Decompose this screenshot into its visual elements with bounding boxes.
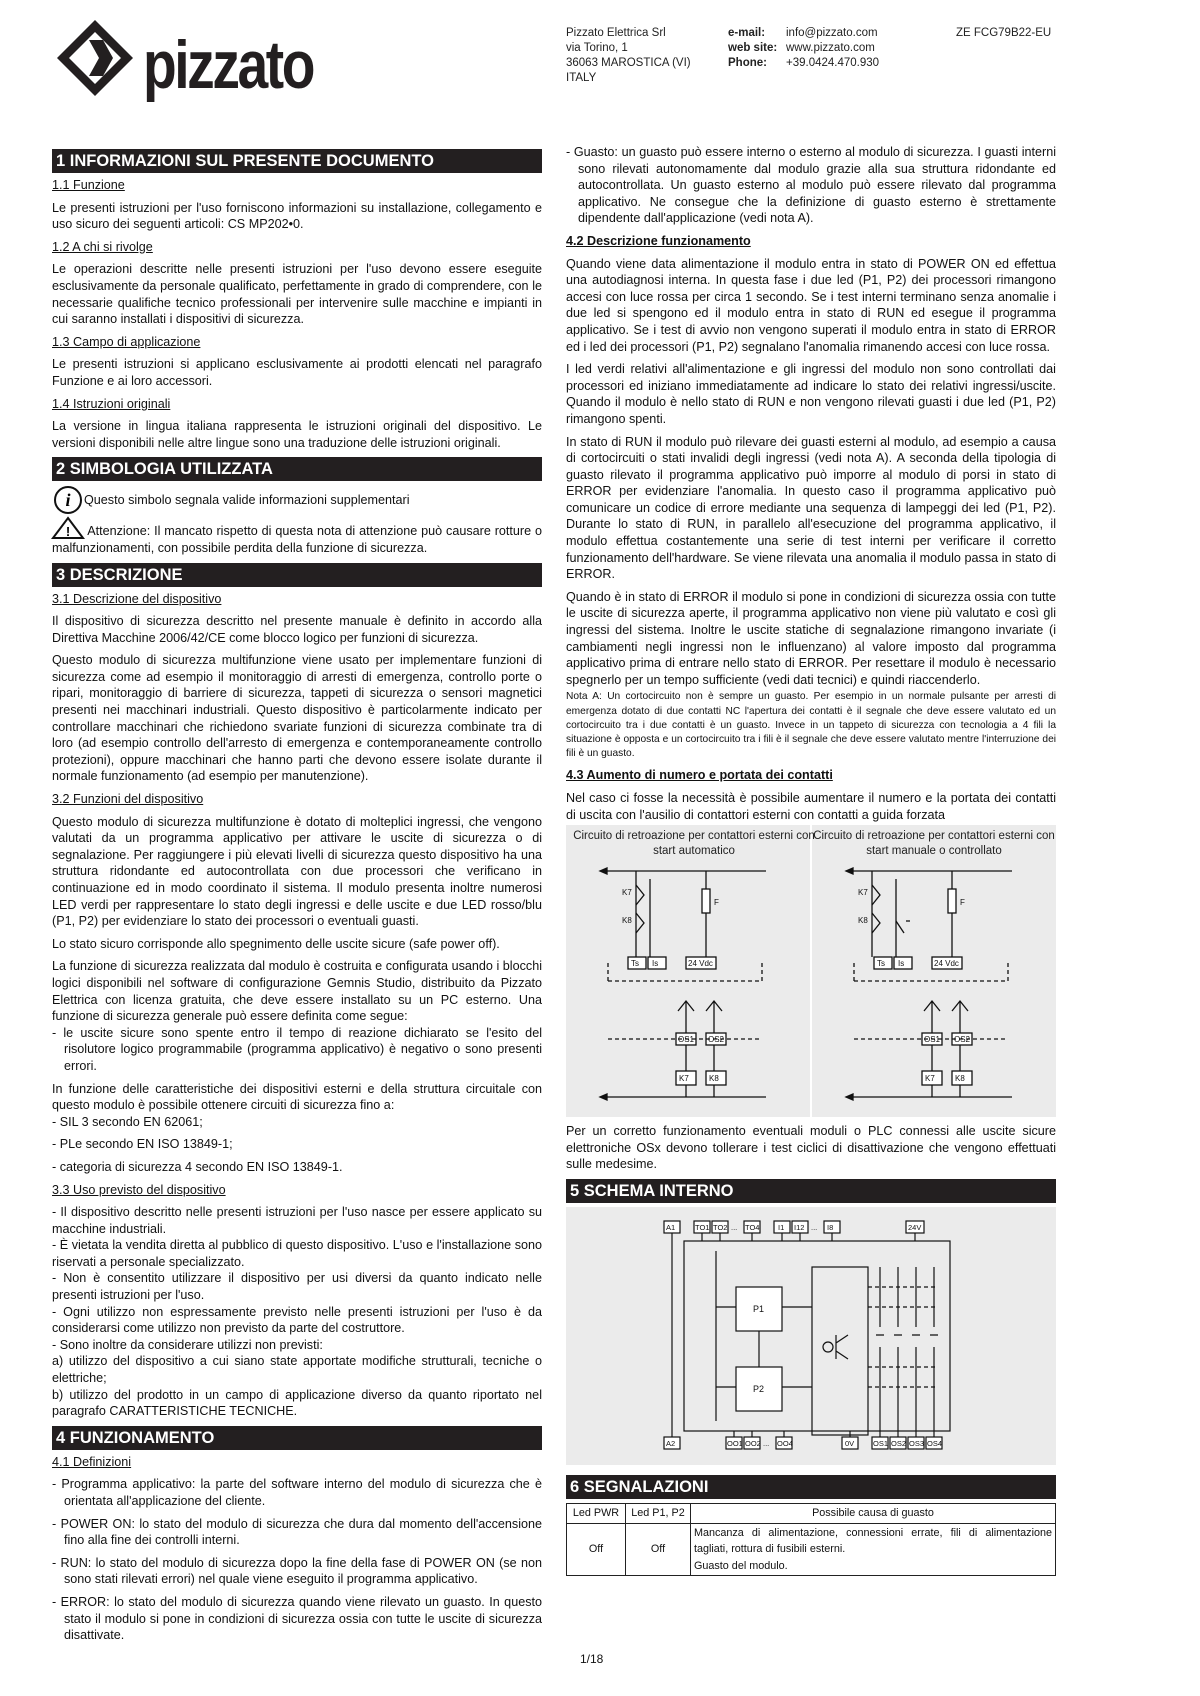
- section-title: 3 DESCRIZIONE: [52, 563, 542, 587]
- brand-wordmark: pizzato: [143, 27, 314, 103]
- internal-schema: [566, 1207, 1056, 1465]
- definition-item: - Guasto: un guasto può essere interno o esterno al modulo di sicurezza. I guasti interni sono rilevati autonomamente dal modulo grazie alla sua struttura ridondante ed autocontrollata. Un guasto esterno al modulo può essere rilevato dal programma applicativo. Ne consegue che la definizione di guasto esterno è strettamente dipendente dall'applicazione (vedi nota A).: [566, 145, 1056, 226]
- manual-start-circuit: [812, 855, 1056, 1117]
- paragraph: Lo stato sicuro corrisponde allo spegnimento delle uscite sicure (safe power off).: [52, 936, 500, 951]
- list-item: a) utilizzo del dispositivo a cui siano state apportate modifiche strutturali, tecniche o elettriche;: [52, 1354, 542, 1386]
- document-code: ZE FCG79B22-EU: [956, 27, 1052, 39]
- k8-coil-label: K8: [709, 1074, 719, 1084]
- warning-row: [52, 517, 542, 556]
- section-title: 6 SEGNALAZIONI: [566, 1475, 1056, 1499]
- i1-label: I1: [778, 1222, 785, 1232]
- subsection-title: 4.1 Definizioni: [52, 1454, 132, 1469]
- paragraph: Quando è in stato di ERROR il modulo si pone in condizioni di sicurezza ossia con tutte le uscite di sicurezza aperte, il programma applicativo non viene più valutato e così gli ingressi del sistema. Inoltre le uscite statiche di segnalazione rimangono invariate (i cambiamenti negli ingressi non le influenzano) al valore imposto dal programma applicativo prima di entrare nello stato di ERROR. Per resettare il modulo è necessario spegnerlo per un tempo sufficiente (vedi dati tecnici) e quindi riaccenderlo.: [566, 589, 1056, 687]
- k8-label: K8: [858, 916, 868, 926]
- ellipsis-label: ...: [811, 1222, 818, 1232]
- a1-label: A1: [666, 1222, 676, 1232]
- ellipsis-label: ...: [731, 1222, 738, 1232]
- definition-item: - POWER ON: lo stato del modulo di sicurezza che dura dal momento dell'accensione fino alla fine dei controlli interni.: [52, 1516, 542, 1548]
- table-cell: [691, 1523, 1056, 1576]
- ellipsis-label: ...: [763, 1438, 770, 1448]
- is-label: Is: [898, 959, 905, 969]
- paragraph: Le presenti istruzioni si applicano esclusivamente ai prodotti elencati nel paragrafo Funzione e ai loro accessori.: [52, 357, 542, 388]
- subsection-title: 1.1 Funzione: [52, 178, 125, 192]
- subsection-title: 1.4 Istruzioni originali: [52, 396, 171, 411]
- list-item: b) utilizzo del prodotto in un campo di applicazione diverso da quanto riportato nel paragrafo CARATTERISTICHE TECNICHE.: [52, 1387, 542, 1419]
- ts-label: Ts: [631, 959, 639, 969]
- paragraph: In funzione delle caratteristiche dei dispositivi esterni e della struttura circuitale con questo modulo è possibile ottenere circuiti di sicurezza fino a:: [52, 1081, 542, 1113]
- note-a: Nota A: Un cortocircuito non è sempre un guasto. Per esempio in un normale pulsante per arresti di emergenza dotato di due contatti NC l'apertura dei contatti è il segnale che deve essere valutato ed un cortocircuito tra i due contatti è un guasto. Invece in un tappeto di sicurezza con tecnologia a 4 fili la situazione è opposta e un cortocircuito tra i fili è il segnale che deve essere valutato mentre l'interruzione dei fili è un guasto.: [566, 691, 1056, 760]
- left-column: [52, 146, 542, 1650]
- list-item: - Il dispositivo descritto nelle presenti istruzioni per l'uso nasce per essere applicato su macchine industriali.: [52, 1205, 542, 1236]
- phone-number: +39.0424.470.930: [786, 57, 880, 69]
- subsection-title: 4.2 Descrizione funzionamento: [566, 233, 751, 248]
- subsection-title: 4.3 Aumento di numero e portata dei contatti: [566, 768, 833, 783]
- subsection-title: 3.3 Uso previsto del dispositivo: [52, 1182, 226, 1197]
- p1-label: P1: [753, 1303, 765, 1314]
- company-address: [566, 26, 691, 86]
- email-label: e-mail:: [728, 27, 766, 39]
- i8-label: I8: [827, 1222, 834, 1232]
- paragraph: Questo modulo di sicurezza multifunzione è dotato di molteplici ingressi, che vengono valutati da un programma applicativo per attivare le uscite di sicurezza o di segnalazione. Per raggiungere i più elevati livelli di sicurezza questo dispositivo ha una struttura ridondante ed autocontrollata con due processori che verificano in continuazione ed in modo coordinato il sistema. Il modulo presenta inoltre numerosi LED verdi per rappresentare lo stato degli ingressi e delle uscite e due LED rosso/blu (P1, P2) per evidenziare lo stato dei processori o eventuali guasti.: [52, 814, 542, 929]
- website-label: web site:: [728, 42, 778, 54]
- section-title: 5 SCHEMA INTERNO: [566, 1179, 1056, 1203]
- to4-label: TO4: [745, 1222, 760, 1232]
- page-number: 1/18: [580, 1652, 604, 1666]
- paragraph: Quando viene data alimentazione il modulo entra in stato di POWER ON ed effettua una autodiagnosi interna. In questa fase i due led (P1, P2) dei processori rimangono accesi con luce rossa per circa 1 secondo. Se i test interni terminano senza anomalie i due led si spengono ed il modulo entra in stato di RUN ed esegue il programma applicativo. Se i test di avvio non vengono superati il modulo entra in stato di ERROR ed i led dei processori (P1, P2) segnalano l'anomalia rimanendo accesi con luce rossa.: [566, 256, 1056, 354]
- subsection-title: 1.2 A chi si rivolge: [52, 239, 153, 254]
- os1-label: OS1: [678, 1035, 695, 1045]
- company-city: 36063 MAROSTICA (VI): [566, 57, 691, 69]
- is-label: Is: [652, 959, 659, 969]
- oo1-label: OO1: [727, 1438, 743, 1448]
- to1-label: TO1: [695, 1222, 710, 1232]
- cause-text: Mancanza di alimentazione, connessioni errate, fili di alimentazione tagliati, rottura di fusibili esterni.: [694, 1526, 1052, 1556]
- pizzato-logo: [55, 18, 315, 113]
- company-name: Pizzato Elettrica Srl: [566, 27, 666, 39]
- list-item: - SIL 3 secondo EN 62061;: [52, 1114, 203, 1129]
- cause-text: Guasto del modulo.: [694, 1559, 788, 1572]
- k7-coil-label: K7: [679, 1074, 689, 1084]
- subsection-title: 3.1 Descrizione del dispositivo: [52, 591, 222, 606]
- os3-label: OS3: [909, 1438, 925, 1448]
- list-item: - Non è consentito utilizzare il dispositivo per usi diversi da quanto indicato nelle presenti istruzioni per l'uso.: [52, 1271, 542, 1303]
- info-symbol-text: Questo simbolo segnala valide informazioni supplementari: [84, 493, 410, 508]
- diagram-caption-manual: Circuito di retroazione per contattori esterni con start manuale o controllato: [813, 830, 1055, 858]
- 24v-label: 24V: [908, 1222, 922, 1232]
- section-title: 4 FUNZIONAMENTO: [52, 1426, 542, 1450]
- signals-table: [566, 1503, 1056, 1576]
- table-cell: Off: [626, 1523, 691, 1576]
- table-cell: Off: [567, 1523, 626, 1576]
- subsection-title: 3.2 Funzioni del dispositivo: [52, 792, 204, 807]
- definition-item: - Programma applicativo: la parte del software interno del modulo di sicurezza che è orientata all'applicazione del cliente.: [52, 1477, 542, 1508]
- oo4-label: OO4: [777, 1438, 793, 1448]
- os1-label: OS1: [924, 1035, 941, 1045]
- paragraph: Il dispositivo di sicurezza descritto nel presente manuale è definito in accordo alla Direttiva Macchine 2006/42/CE come blocco logico per funzioni di sicurezza.: [52, 614, 542, 645]
- list-item: - categoria di sicurezza 4 secondo EN ISO 13849-1.: [52, 1159, 343, 1174]
- paragraph: I led verdi relativi all'alimentazione e gli ingressi del modulo non sono controllati dai processori ed iniziano immediatamente ad indicare lo stato dei relativi ingressi/uscite. Quando il modulo è nello stato di RUN e non vengono rilevati guasti i due led (P1, P2) rimangono spenti.: [566, 362, 1056, 426]
- list-item: - È vietata la vendita diretta al pubblico di questo dispositivo. L'uso e l'installazione sono riservati a personale specializzato.: [52, 1238, 542, 1269]
- 0v-label: 0V: [845, 1438, 855, 1448]
- os4-label: OS4: [927, 1438, 943, 1448]
- paragraph: La versione in lingua italiana rappresenta le istruzioni originali del dispositivo. Le versioni disponibili nelle altre lingue sono una traduzione delle istruzioni originali.: [52, 419, 542, 450]
- a2-label: A2: [666, 1438, 676, 1448]
- os2-label: OS2: [708, 1035, 725, 1045]
- column-header: Led P1, P2: [626, 1503, 691, 1523]
- column-header: Possibile causa di guasto: [691, 1503, 1056, 1523]
- list-item: - Ogni utilizzo non espressamente previsto nelle presenti istruzioni per l'uso è da considerarsi come utilizzo non previsto da parte del costruttore.: [52, 1304, 542, 1336]
- ts-label: Ts: [877, 959, 885, 969]
- k8-coil-label: K8: [955, 1074, 965, 1084]
- diagram-caption-auto: Circuito di retroazione per contattori esterni con start automatico: [573, 830, 815, 858]
- paragraph: Questo modulo di sicurezza multifunzione viene usato per implementare funzioni di sicurezza come ad esempio il monitoraggio di arresti di emergenza, controllo porte o ripari, monitoraggio di barriere di sicurezza, tappeti di sicurezza o sensori magnetici presenti nei macchinari industriali. Questo dispositivo è particolarmente indicato per controllare macchinari che richiedono svariate funzioni di sicurezza combinate tra di loro (ad esempio controllo dell'arresto di emergenza e contemporaneamente controllo protezioni), oppure macchinari che hanno parti che devono essere isolate durante il normale funzionamento (ad esempio per manutenzione).: [52, 653, 542, 784]
- fuse-label: F: [960, 898, 965, 908]
- paragraph: Nel caso ci fosse la necessità è possibile aumentare il numero e la portata dei contatti di uscita con l'ausilio di contattori esterni con contatti a guida forzata: [566, 791, 1056, 822]
- info-symbol-row: [52, 485, 542, 515]
- column-header: Led PWR: [567, 1503, 626, 1523]
- os1-label: OS1: [873, 1438, 889, 1448]
- i12-label: I12: [794, 1222, 805, 1232]
- feedback-circuit-diagrams: [566, 825, 1056, 1117]
- k8-label: K8: [622, 916, 632, 926]
- list-item: - le uscite sicure sono spente entro il tempo di reazione dichiarato se l'esito del risolutore logico programmabile (programma applicativo) è negativo o sono presenti errori.: [52, 1025, 542, 1073]
- definition-item: - ERROR: lo stato del modulo di sicurezza quando viene rilevato un guasto. In questo stato il modulo si pone in condizioni di sicurezza ossia con tutte le uscite di sicurezza disattivate.: [52, 1594, 542, 1643]
- company-street: via Torino, 1: [566, 42, 628, 54]
- paragraph: In stato di RUN il modulo può rilevare dei guasti esterni al modulo, ad esempio a causa di cortocircuiti o stati invalidi degli ingressi (vedi nota A). A seconda della tipologia di guasto rilevato il programma applicativo può imporre al modulo di porsi in stato di ERROR per evidenziare l'anomalia. In questo caso il programma applicativo può comunicare un codice di errore mediante una sequenza di lampeggi dei led (P1, P2). Durante lo stato di RUN, in parallelo all'esecuzione del programma applicativo, il modulo effettua costantemente una serie di test interni per verificare il corretto funzionamento dell'hardware. Se viene rilevata una anomalia il modulo passa in stato di ERROR.: [566, 434, 1056, 582]
- company-contacts: [728, 26, 879, 71]
- table-row: [567, 1523, 1056, 1576]
- subsection-title: 1.3 Campo di applicazione: [52, 334, 201, 349]
- warning-icon: [52, 517, 84, 539]
- os2-label: OS2: [891, 1438, 907, 1448]
- fuse-label: F: [714, 898, 719, 908]
- list-item: - PLe secondo EN ISO 13849-1;: [52, 1137, 233, 1152]
- p2-label: P2: [753, 1383, 765, 1394]
- to2-label: TO2: [713, 1222, 728, 1232]
- oo2-label: OO2: [745, 1438, 761, 1448]
- list-item: - Sono inoltre da considerare utilizzi non previsti:: [52, 1337, 323, 1352]
- k7-coil-label: K7: [925, 1074, 935, 1084]
- k7-label: K7: [622, 888, 632, 898]
- k7-label: K7: [858, 888, 868, 898]
- auto-start-circuit: [566, 855, 810, 1117]
- paragraph: La funzione di sicurezza realizzata dal modulo è costruita e configurata usando i blocchi logici disponibili nel software di configurazione Gemnis Studio, distribuito da Pizzato Elettrica con licenza gratuita, che deve essere installato su un PC esterno. Una funzione di sicurezza generale può essere definita come segue:: [52, 959, 542, 1024]
- internal-schema-drawing: [566, 1207, 1056, 1465]
- section-title: 2 SIMBOLOGIA UTILIZZATA: [52, 457, 542, 481]
- section-title: 1 INFORMAZIONI SUL PRESENTE DOCUMENTO: [52, 149, 542, 173]
- right-column: [566, 144, 1056, 1576]
- paragraph: Le presenti istruzioni per l'uso forniscono informazioni su installazione, collegamento e uso sicuro dei seguenti articoli: CS MP202•0.: [52, 200, 542, 232]
- svg-text:!: !: [65, 524, 71, 540]
- warning-text: Attenzione: Il mancato rispetto di questa nota di attenzione può causare rotture o malfunzionamenti, con possibile perdita della funzione di sicurezza.: [52, 524, 542, 555]
- phone-label: Phone:: [728, 57, 767, 69]
- email-link[interactable]: info@pizzato.com: [786, 27, 878, 39]
- paragraph: Per un corretto funzionamento eventuali moduli o PLC connessi alle uscite sicure elettroniche OSx devono tollerare i test ciclici di disattivazione che vengono effettuati sulle medesime.: [566, 1124, 1056, 1172]
- svg-text:i: i: [65, 490, 71, 511]
- website-link[interactable]: www.pizzato.com: [786, 42, 875, 54]
- paragraph: Le operazioni descritte nelle presenti istruzioni per l'uso devono essere eseguite esclusivamente da personale qualificato, perfettamente in grado di comprendere, con le necessarie qualifiche tecnico professionali per intervenire sulle macchine e impianti in cui saranno installati i dispositivi di sicurezza.: [52, 262, 542, 327]
- info-icon: [52, 485, 84, 515]
- definition-item: - RUN: lo stato del modulo di sicurezza dopo la fine della fase di POWER ON (se non sono stati rilevati errori) nel quale viene eseguito il programma applicativo.: [52, 1555, 542, 1587]
- 24vdc-label: 24 Vdc: [688, 959, 713, 969]
- company-country: ITALY: [566, 72, 597, 84]
- 24vdc-label: 24 Vdc: [934, 959, 959, 969]
- os2-label: OS2: [954, 1035, 971, 1045]
